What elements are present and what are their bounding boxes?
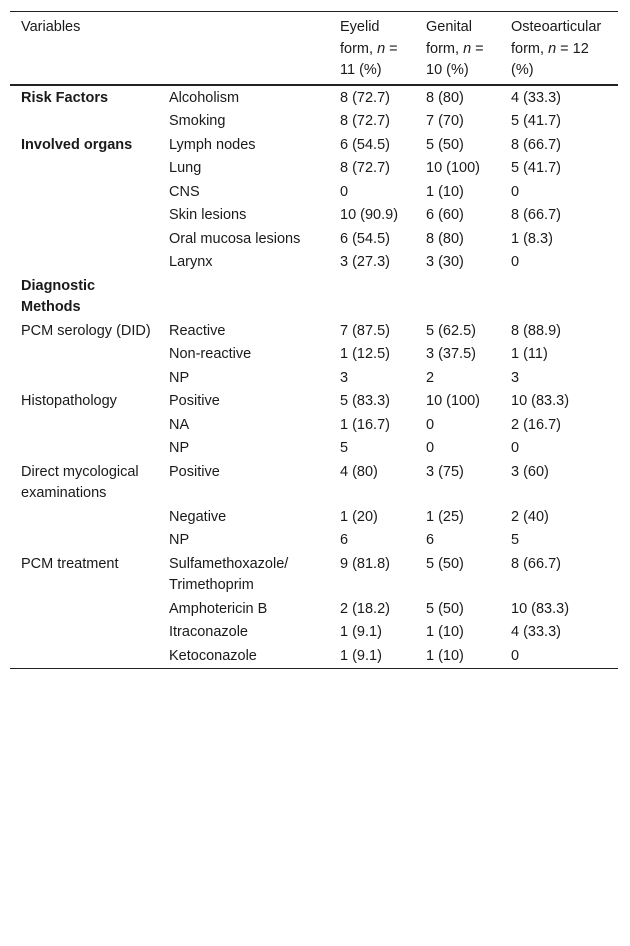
header-eyelid bbox=[329, 12, 415, 85]
row-item-cell: Lung bbox=[169, 160, 202, 176]
clinical-data-table bbox=[10, 11, 618, 669]
row-group-cell bbox=[10, 414, 158, 438]
row-item-cell: Ketoconazole bbox=[169, 647, 257, 664]
table-row bbox=[10, 367, 618, 391]
row-osteoarticular-cell: 8 (66.7) bbox=[511, 555, 561, 572]
row-item-cell: Itraconazole bbox=[169, 624, 248, 640]
row-item-cell: Negative bbox=[169, 508, 227, 525]
row-item-cell: Lymph nodes bbox=[169, 136, 256, 153]
row-genital-cell: 3 (37.5) bbox=[426, 346, 476, 362]
table-header bbox=[10, 12, 618, 85]
row-eyelid-cell: 0 bbox=[340, 183, 349, 200]
header-genital-n: n bbox=[463, 40, 472, 57]
row-genital-cell: 1 (10) bbox=[426, 647, 464, 664]
table-row bbox=[10, 390, 618, 414]
table-row bbox=[10, 506, 618, 530]
row-item-cell: Positive bbox=[169, 463, 220, 480]
table-row bbox=[10, 621, 618, 645]
table-row bbox=[10, 157, 618, 181]
row-osteoarticular-cell: 1 (8.3) bbox=[511, 230, 553, 247]
row-osteoarticular-cell: 0 bbox=[511, 254, 520, 270]
row-osteoarticular-cell: 2 (16.7) bbox=[511, 416, 561, 433]
table-row bbox=[10, 204, 618, 228]
row-genital-cell: 6 (60) bbox=[426, 207, 464, 223]
row-group-cell bbox=[10, 157, 158, 181]
table-row bbox=[10, 275, 618, 320]
table-row bbox=[10, 598, 618, 622]
row-group-cell bbox=[10, 228, 158, 252]
row-eyelid-cell: 2 (18.2) bbox=[340, 600, 390, 617]
table-row bbox=[10, 437, 618, 461]
row-group-cell: Involved organs bbox=[21, 136, 133, 153]
row-item-cell: Smoking bbox=[169, 113, 226, 129]
header-eyelid-text: Eyelid form, bbox=[340, 19, 380, 57]
header-eyelid-count: = 11 (%) bbox=[340, 40, 398, 78]
row-genital-cell: 1 (10) bbox=[426, 183, 464, 200]
table-row bbox=[10, 134, 618, 158]
row-genital-cell: 5 (50) bbox=[426, 136, 464, 153]
row-osteoarticular-cell: 0 bbox=[511, 440, 520, 456]
row-osteoarticular-cell: 3 bbox=[511, 369, 520, 386]
row-eyelid-cell: 5 bbox=[340, 440, 349, 456]
row-genital-cell: 1 (10) bbox=[426, 624, 464, 640]
table-row bbox=[10, 414, 618, 438]
row-genital-cell: 3 (30) bbox=[426, 254, 464, 270]
table-row bbox=[10, 529, 618, 553]
row-eyelid-cell: 1 (9.1) bbox=[340, 647, 382, 664]
row-group-cell: Risk Factors bbox=[21, 89, 109, 106]
header-genital-count: = 10 (%) bbox=[426, 40, 484, 78]
table-row bbox=[10, 85, 618, 111]
row-eyelid-cell: 8 (72.7) bbox=[340, 89, 390, 106]
row-eyelid-cell: 6 (54.5) bbox=[340, 230, 390, 247]
table-row bbox=[10, 645, 618, 669]
row-eyelid-cell: 8 (72.7) bbox=[340, 160, 390, 176]
row-item-cell: Amphotericin B bbox=[169, 600, 268, 617]
row-group-cell: Diagnostic Methods bbox=[21, 277, 96, 315]
table-row bbox=[10, 110, 618, 134]
row-item-cell: Non-reactive bbox=[169, 346, 252, 362]
row-item-cell: NP bbox=[169, 369, 190, 386]
row-item-cell bbox=[158, 275, 329, 320]
row-osteoarticular-cell: 10 (83.3) bbox=[511, 600, 570, 617]
row-item-cell: Alcoholism bbox=[169, 89, 240, 106]
row-group-cell bbox=[10, 529, 158, 553]
table-row bbox=[10, 228, 618, 252]
row-eyelid-cell: 1 (20) bbox=[340, 508, 378, 525]
row-eyelid-cell bbox=[329, 275, 415, 320]
row-item-cell: Oral mucosa lesions bbox=[169, 230, 301, 247]
table-row bbox=[10, 553, 618, 598]
row-osteoarticular-cell: 10 (83.3) bbox=[511, 393, 570, 409]
row-group-cell bbox=[10, 251, 158, 275]
row-item-cell: NA bbox=[169, 416, 190, 433]
row-osteoarticular-cell: 8 (66.7) bbox=[511, 136, 561, 153]
header-osteo-text: Osteoarticular form, bbox=[511, 19, 602, 57]
row-genital-cell: 6 bbox=[426, 532, 435, 548]
header-variables: Variables bbox=[21, 19, 81, 35]
row-group-cell bbox=[10, 621, 158, 645]
row-group-cell bbox=[10, 181, 158, 205]
header-row bbox=[10, 12, 618, 85]
row-group-cell bbox=[10, 367, 158, 391]
row-item-cell: Positive bbox=[169, 393, 220, 409]
row-genital-cell: 0 bbox=[426, 416, 435, 433]
row-osteoarticular-cell: 5 bbox=[511, 532, 520, 548]
row-group-cell: Direct mycological examinations bbox=[21, 463, 139, 501]
header-genital-text: Genital form, bbox=[426, 19, 472, 57]
row-osteoarticular-cell: 0 bbox=[511, 183, 520, 200]
row-eyelid-cell: 4 (80) bbox=[340, 463, 378, 480]
row-eyelid-cell: 1 (16.7) bbox=[340, 416, 390, 433]
row-osteoarticular-cell: 0 bbox=[511, 647, 520, 664]
row-eyelid-cell: 5 (83.3) bbox=[340, 393, 390, 409]
row-osteoarticular-cell: 3 (60) bbox=[511, 463, 549, 480]
row-genital-cell: 10 (100) bbox=[426, 160, 481, 176]
table-row bbox=[10, 343, 618, 367]
row-genital-cell: 5 (62.5) bbox=[426, 322, 476, 339]
row-osteoarticular-cell: 8 (66.7) bbox=[511, 207, 561, 223]
row-genital-cell: 3 (75) bbox=[426, 463, 464, 480]
row-osteoarticular-cell: 1 (11) bbox=[511, 346, 548, 362]
row-item-cell: Larynx bbox=[169, 254, 213, 270]
row-group-cell bbox=[10, 110, 158, 134]
row-eyelid-cell: 8 (72.7) bbox=[340, 113, 390, 129]
row-group-cell: Histopathology bbox=[21, 393, 117, 409]
row-eyelid-cell: 10 (90.9) bbox=[340, 207, 399, 223]
row-group-cell: PCM treatment bbox=[21, 555, 119, 572]
row-genital-cell: 1 (25) bbox=[426, 508, 464, 525]
row-item-cell: Sulfamethoxazole/ Trimethoprim bbox=[169, 555, 289, 593]
row-osteoarticular-cell: 4 (33.3) bbox=[511, 624, 561, 640]
row-osteoarticular-cell: 5 (41.7) bbox=[511, 113, 561, 129]
row-group-cell bbox=[10, 506, 158, 530]
row-genital-cell: 7 (70) bbox=[426, 113, 464, 129]
row-group-cell: PCM serology (DID) bbox=[21, 322, 151, 339]
row-eyelid-cell: 6 (54.5) bbox=[340, 136, 390, 153]
table-body bbox=[10, 85, 618, 669]
row-genital-cell: 0 bbox=[426, 440, 435, 456]
row-item-cell: NP bbox=[169, 440, 190, 456]
row-eyelid-cell: 1 (12.5) bbox=[340, 346, 390, 362]
row-genital-cell: 5 (50) bbox=[426, 600, 464, 617]
row-genital-cell: 2 bbox=[426, 369, 435, 386]
row-genital-cell: 8 (80) bbox=[426, 230, 464, 247]
row-group-cell bbox=[10, 645, 158, 669]
row-genital-cell bbox=[415, 275, 500, 320]
header-eyelid-n: n bbox=[377, 40, 386, 57]
row-osteoarticular-cell: 2 (40) bbox=[511, 508, 549, 525]
row-osteoarticular-cell: 8 (88.9) bbox=[511, 322, 561, 339]
header-genital bbox=[415, 12, 500, 85]
row-eyelid-cell: 3 (27.3) bbox=[340, 254, 390, 270]
table-row bbox=[10, 461, 618, 506]
header-osteo-n: n bbox=[548, 40, 557, 57]
row-item-cell: CNS bbox=[169, 183, 200, 200]
row-item-cell: Skin lesions bbox=[169, 207, 247, 223]
row-eyelid-cell: 9 (81.8) bbox=[340, 555, 390, 572]
row-genital-cell: 8 (80) bbox=[426, 89, 464, 106]
row-osteoarticular-cell: 4 (33.3) bbox=[511, 89, 561, 106]
row-genital-cell: 5 (50) bbox=[426, 555, 464, 572]
row-eyelid-cell: 3 bbox=[340, 369, 349, 386]
table-row bbox=[10, 320, 618, 344]
table-row bbox=[10, 251, 618, 275]
row-eyelid-cell: 1 (9.1) bbox=[340, 624, 382, 640]
header-osteoarticular bbox=[500, 12, 618, 85]
row-group-cell bbox=[10, 204, 158, 228]
row-genital-cell: 10 (100) bbox=[426, 393, 481, 409]
row-osteoarticular-cell bbox=[500, 275, 618, 320]
row-item-cell: NP bbox=[169, 532, 190, 548]
row-group-cell bbox=[10, 343, 158, 367]
row-eyelid-cell: 7 (87.5) bbox=[340, 322, 390, 339]
row-osteoarticular-cell: 5 (41.7) bbox=[511, 160, 561, 176]
header-osteo-count: = 12 (%) bbox=[511, 40, 589, 78]
row-item-cell: Reactive bbox=[169, 322, 226, 339]
table-row bbox=[10, 181, 618, 205]
row-group-cell bbox=[10, 598, 158, 622]
row-group-cell bbox=[10, 437, 158, 461]
row-eyelid-cell: 6 bbox=[340, 532, 349, 548]
